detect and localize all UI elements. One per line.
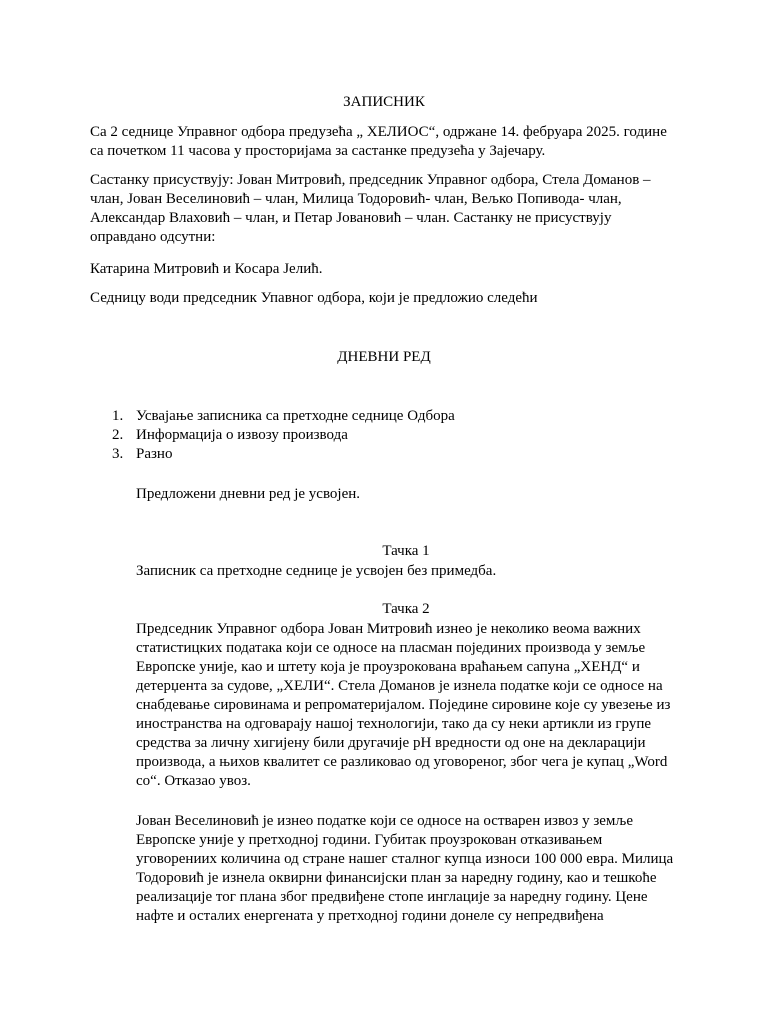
agenda-list xyxy=(112,407,676,464)
list-item-text: Разно xyxy=(136,446,173,462)
list-item xyxy=(112,445,676,464)
item1-text: Записник са претходне седнице је усвојен без примедба. xyxy=(136,563,497,579)
list-item-number: 1. xyxy=(112,408,124,424)
item2-title: Тачка 2 xyxy=(382,601,430,617)
list-item-text: Информација о извозу производа xyxy=(136,427,348,443)
agenda-adopted: Предложени дневни ред је усвојен. xyxy=(136,486,361,502)
list-item xyxy=(112,407,676,426)
document-title: ЗАПИСНИК xyxy=(343,94,425,110)
absent-members: Катарина Митровић и Косара Јелић. xyxy=(90,261,323,277)
list-item-number: 2. xyxy=(112,427,124,443)
agenda-title: ДНЕВНИ РЕД xyxy=(337,349,431,365)
list-item-number: 3. xyxy=(112,446,124,462)
item2-paragraph-2: Јован Веселиновић је изнео податке који се односе на остварен извоз у земље Европске уније у претходној години. Губитак проузрокован отказивањем уговорениих количина од стране нашег сталног купца износи 100 000 евра. Милица Тодоровић је изнела оквирни финансијски план за наредну годину, као и тешкоће реализације тог плана због предвиђене стопе инглације за наредну годину. Цене нафте и осталих енергената у претходној години донеле су непредвиђена xyxy=(136,813,674,924)
chair-paragraph: Седницу води председник Упавног одбора, који је предложио следећи xyxy=(90,290,538,306)
item1-title: Тачка 1 xyxy=(382,543,430,559)
list-item-text: Усвајање записника са претходне седнице Одбора xyxy=(136,408,455,424)
list-item xyxy=(112,426,676,445)
intro-paragraph: Са 2 седнице Управног одбора предузећа „ ХЕЛИОС“, одржане 14. фебруара 2025. године са почетком 11 часова у просторијама за састанке предузећа у Зајечару. xyxy=(90,124,667,159)
item2-paragraph-1: Председник Управног одбора Јован Митровић изнео је неколико веома важних статистицких података који се односе на пласман појединих производа у земље Европске уније, као и штету која је проузрокована враћањем сапуна „ХЕНД“ и детерџента за судове, „ХЕЛИ“. Стела Доманов је изнела податке који се односе на снабдевање сировинама и репроматеријалом. Поједине сировине које су увезење из иностранства на одговарају нашој технологији, тако да су неки артикли из групе средства за личну хигијену били другачије pH вредности од оне на декларацији производа, а њихов квалитет се разликовао од уговореног, због чега је купац „Word co“. Отказао увоз. xyxy=(136,621,671,789)
attendance-paragraph: Састанку присуствују: Јован Митровић, председник Управног одбора, Стела Доманов – члан, Јован Веселиновић – члан, Милица Тодоровић- члан, Вељко Попивода- члан, Александар Влаховић – члан, и Петар Јовановић – члан. Састанку не присуствују оправдано одсутни: xyxy=(90,172,651,245)
